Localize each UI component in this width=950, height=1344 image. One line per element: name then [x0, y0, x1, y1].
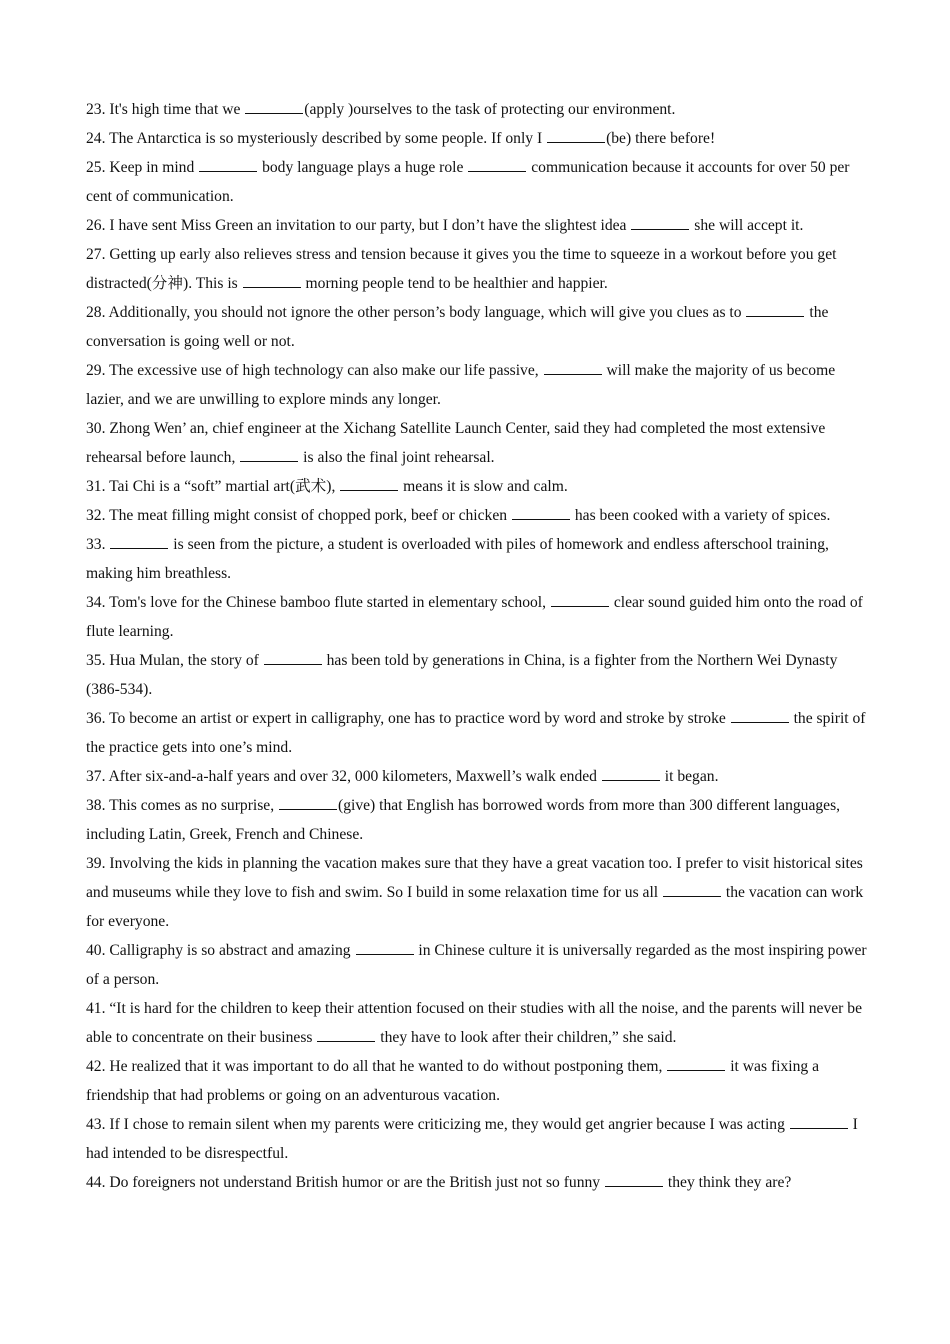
answer-blank[interactable] — [605, 1169, 663, 1187]
answer-blank[interactable] — [264, 647, 322, 665]
question-text: 44. Do foreigners not understand British humor or are the British just not so funny — [86, 1174, 604, 1191]
question-text: (apply )ourselves to the task of protecting our environment. — [304, 101, 676, 118]
question-text: communication because it accounts for over 50 per cent of communication. — [86, 159, 850, 205]
question-text: 42. He realized that it was important to do all that he wanted to do without postponing them, — [86, 1058, 667, 1075]
question-text: will make the majority of us become lazier, and we are unwilling to explore minds any longer. — [86, 362, 836, 408]
question-item — [86, 646, 868, 704]
question-text: they think they are? — [664, 1174, 792, 1191]
question-text: it began. — [660, 768, 719, 785]
answer-blank[interactable] — [468, 154, 526, 172]
answer-blank[interactable] — [110, 531, 168, 549]
question-text: they have to look after their children,” she said. — [376, 1029, 677, 1046]
question-text: has been told by generations in China, is a fighter from the Northern Wei Dynasty (386-534). — [86, 652, 838, 698]
answer-blank[interactable] — [340, 473, 398, 491]
question-text: 24. The Antarctica is so mysteriously described by some people. If only I — [86, 130, 547, 147]
question-text: 41. “It is hard for the children to keep their attention focused on their studies with all the noise, and the parents will never be able to concentrate on their business — [86, 1000, 862, 1046]
question-text: 25. Keep in mind — [86, 159, 199, 176]
answer-blank[interactable] — [512, 502, 570, 520]
question-item — [86, 530, 868, 588]
question-item — [86, 153, 868, 211]
answer-blank[interactable] — [317, 1024, 375, 1042]
question-text: 43. If I chose to remain silent when my parents were criticizing me, they would get angrier because I was acting — [86, 1116, 789, 1133]
question-item — [86, 849, 868, 936]
question-text: (give) that English has borrowed words from more than 300 different languages, including Latin, Greek, French and Chinese. — [86, 797, 841, 843]
question-item — [86, 356, 868, 414]
question-text: 29. The excessive use of high technology can also make our life passive, — [86, 362, 543, 379]
question-text: means it is slow and calm. — [399, 478, 568, 495]
answer-blank[interactable] — [245, 96, 303, 114]
answer-blank[interactable] — [663, 879, 721, 897]
question-text: body language plays a huge role — [258, 159, 468, 176]
question-item — [86, 211, 868, 240]
question-item — [86, 762, 868, 791]
question-item — [86, 1168, 868, 1197]
answer-blank[interactable] — [631, 212, 689, 230]
question-text: it was fixing a friendship that had problems or going on an adventurous vacation. — [86, 1058, 820, 1104]
answer-blank[interactable] — [667, 1053, 725, 1071]
question-text: is also the final joint rehearsal. — [299, 449, 495, 466]
question-text: 39. Involving the kids in planning the vacation makes sure that they have a great vacation too. I prefer to visit historical sites and museums while they love to fish and swim. So I build in some relaxation time for us all — [86, 855, 863, 901]
question-text: the spirit of the practice gets into one’s mind. — [86, 710, 866, 756]
question-text: is seen from the picture, a student is overloaded with piles of homework and endless afterschool training, making him breathless. — [86, 536, 829, 582]
question-text: I had intended to be disrespectful. — [86, 1116, 858, 1162]
answer-blank[interactable] — [279, 792, 337, 810]
question-item — [86, 124, 868, 153]
answer-blank[interactable] — [199, 154, 257, 172]
question-text: 40. Calligraphy is so abstract and amazing — [86, 942, 355, 959]
question-item — [86, 1110, 868, 1168]
question-item — [86, 588, 868, 646]
question-text: 32. The meat filling might consist of chopped pork, beef or chicken — [86, 507, 511, 524]
question-item — [86, 936, 868, 994]
question-text: 27. Getting up early also relieves stress and tension because it gives you the time to squeeze in a workout before you get distracted(分神). This is — [86, 246, 837, 292]
question-text: the conversation is going well or not. — [86, 304, 829, 350]
question-text: 36. To become an artist or expert in calligraphy, one has to practice word by word and stroke by stroke — [86, 710, 730, 727]
answer-blank[interactable] — [731, 705, 789, 723]
question-item — [86, 472, 868, 501]
question-text: 37. After six-and-a-half years and over 32, 000 kilometers, Maxwell’s walk ended — [86, 768, 601, 785]
question-text: morning people tend to be healthier and happier. — [301, 275, 608, 292]
question-text: 34. Tom's love for the Chinese bamboo flute started in elementary school, — [86, 594, 550, 611]
question-text: in Chinese culture it is universally regarded as the most inspiring power of a person. — [86, 942, 867, 988]
answer-blank[interactable] — [602, 763, 660, 781]
question-item — [86, 414, 868, 472]
question-item — [86, 791, 868, 849]
answer-blank[interactable] — [746, 299, 804, 317]
answer-blank[interactable] — [790, 1111, 848, 1129]
question-text: 31. Tai Chi is a “soft” martial art(武术), — [86, 478, 340, 495]
answer-blank[interactable] — [544, 357, 602, 375]
answer-blank[interactable] — [240, 444, 298, 462]
question-text: 35. Hua Mulan, the story of — [86, 652, 263, 669]
question-item — [86, 1052, 868, 1110]
question-item — [86, 704, 868, 762]
question-text: the vacation can work for everyone. — [86, 884, 864, 930]
question-item — [86, 501, 868, 530]
question-text: 23. It's high time that we — [86, 101, 245, 118]
question-item — [86, 240, 868, 298]
question-item — [86, 298, 868, 356]
question-text: 38. This comes as no surprise, — [86, 797, 279, 814]
worksheet-page — [86, 95, 868, 1197]
question-text: she will accept it. — [690, 217, 804, 234]
question-text: (be) there before! — [606, 130, 716, 147]
question-text: clear sound guided him onto the road of flute learning. — [86, 594, 863, 640]
answer-blank[interactable] — [547, 125, 605, 143]
question-text: 30. Zhong Wen’ an, chief engineer at the Xichang Satellite Launch Center, said they had completed the most extensive rehearsal before launch, — [86, 420, 826, 466]
question-text: 28. Additionally, you should not ignore the other person’s body language, which will give you clues as to — [86, 304, 746, 321]
question-item — [86, 994, 868, 1052]
question-text: has been cooked with a variety of spices. — [570, 507, 831, 524]
answer-blank[interactable] — [243, 270, 301, 288]
answer-blank[interactable] — [356, 937, 414, 955]
question-text: 26. I have sent Miss Green an invitation to our party, but I don’t have the slightest idea — [86, 217, 631, 234]
question-text: 33. — [86, 536, 110, 553]
question-item — [86, 95, 868, 124]
answer-blank[interactable] — [551, 589, 609, 607]
